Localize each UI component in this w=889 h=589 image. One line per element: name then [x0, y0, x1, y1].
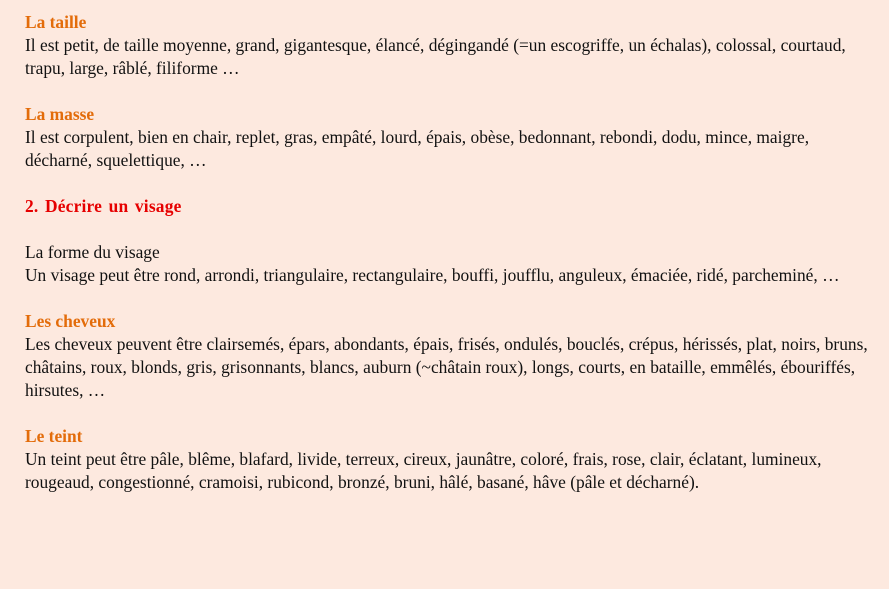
text-forme-visage: Un visage peut être rond, arrondi, triangulaire, rectangulaire, bouffi, joufflu, anguleux, émaciée, ridé, parcheminé, … [25, 265, 840, 285]
heading-taille: La taille [25, 12, 87, 32]
section-masse [25, 103, 871, 172]
section-teint [25, 425, 871, 494]
section-forme [25, 241, 871, 287]
text-taille: Il est petit, de taille moyenne, grand, gigantesque, élancé, dégingandé (=un escogriffe, un échalas), colossal, courtaud, trapu, large, râblé, filiforme … [25, 35, 846, 78]
section-cheveux [25, 310, 871, 402]
heading-decrire-visage: 2. Décrire un visage [25, 196, 182, 216]
section-visage [25, 195, 871, 218]
text-cheveux: Les cheveux peuvent être clairsemés, épars, abondants, épais, frisés, ondulés, bouclés, crépus, hérissés, plat, noirs, bruns, châtains, roux, blonds, gris, grisonnants, blancs, auburn (~châtain roux), longs, courts, en bataille, emmêlés, ébouriffés, hirsutes, … [25, 334, 868, 400]
heading-forme-visage: La forme du visage [25, 242, 160, 262]
heading-masse: La masse [25, 104, 95, 124]
heading-cheveux: Les cheveux [25, 311, 116, 331]
text-masse: Il est corpulent, bien en chair, replet, gras, empâté, lourd, épais, obèse, bedonnant, rebondi, dodu, mince, maigre, décharné, squelettique, … [25, 127, 810, 170]
heading-teint: Le teint [25, 426, 83, 446]
text-teint: Un teint peut être pâle, blême, blafard, livide, terreux, cireux, jaunâtre, coloré, frais, rose, clair, éclatant, lumineux, rougeaud, congestionné, cramoisi, rubicond, bronzé, bruni, hâlé, basané, hâve (pâle et décharné). [25, 449, 822, 492]
section-taille [25, 11, 871, 80]
